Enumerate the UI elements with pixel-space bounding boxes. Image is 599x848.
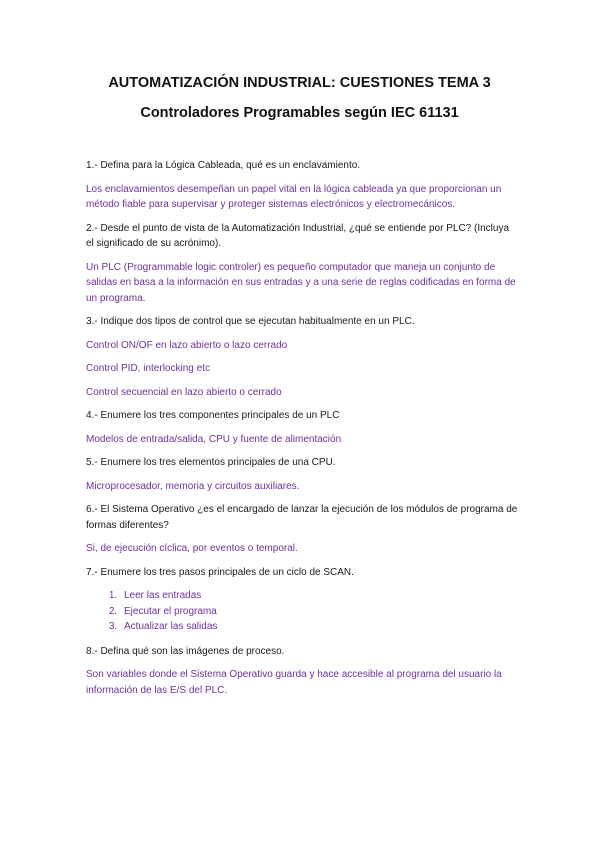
answer-5: Microprocesador, memoria y circuitos auxiliares. (86, 480, 300, 492)
question-7: 7.- Enumere los tres pasos principales de un ciclo de SCAN. (86, 566, 354, 578)
document-title: AUTOMATIZACIÓN INDUSTRIAL: CUESTIONES TEMA 3 (108, 75, 491, 91)
answer-3-item-2: Control PID, interlocking etc (86, 363, 210, 374)
question-6: 6.- El Sistema Operativo ¿es el encargado de lanzar la ejecución de los módulos de programa de formas diferentes? (86, 504, 518, 531)
answer-3-item-1: Control ON/OF en lazo abierto o lazo cerrado (86, 339, 288, 351)
answer-6: Si, de ejecución cíclica, por eventos o temporal. (86, 543, 298, 554)
scan-step: 1. Leer las entradas (120, 588, 518, 604)
document-subtitle: Controladores Programables según IEC 61131 (140, 105, 459, 121)
document-body (86, 158, 518, 706)
question-4: 4.- Enumere los tres componentes principales de un PLC (86, 410, 340, 421)
answer-8: Son variables donde el Sistema Operativo guarda y hace accesible al programa del usuario la información de las E/S del PLC. (86, 669, 502, 696)
answer-1: Los enclavamientos desempeñan un papel vital en la lógica cableada ya que proporcionan un método fiable para supervisar y proteger sistemas electrónicos y electromecánicos. (86, 183, 502, 210)
question-1: 1.- Defina para la Lógica Cableada, qué es un enclavamiento. (86, 160, 361, 171)
question-3: 3.- Indique dos tipos de control que se ejecutan habitualmente en un PLC. (86, 316, 415, 327)
scan-steps-list (86, 588, 518, 635)
answer-4: Modelos de entrada/salida, CPU y fuente de alimentación (86, 433, 342, 445)
question-5: 5.- Enumere los tres elementos principales de una CPU. (86, 457, 336, 468)
answer-3-item-3: Control secuencial en lazo abierto o cerrado (86, 386, 282, 398)
answer-2: Un PLC (Programmable logic controler) es pequeño computador que maneja un conjunto de salidas en basa a la información en sus entradas y a una serie de reglas codificadas en forma de un programa. (86, 261, 516, 304)
scan-step: 3. Actualizar las salidas (120, 619, 518, 635)
scan-step: 2. Ejecutar el programa (120, 604, 518, 620)
question-8: 8.- Defina qué son las imágenes de proceso. (86, 645, 285, 657)
question-2: 2.- Desde el punto de vista de la Automatización Industrial, ¿qué se entiende por PLC? (Incluya el significado de su acrónimo). (86, 222, 510, 249)
